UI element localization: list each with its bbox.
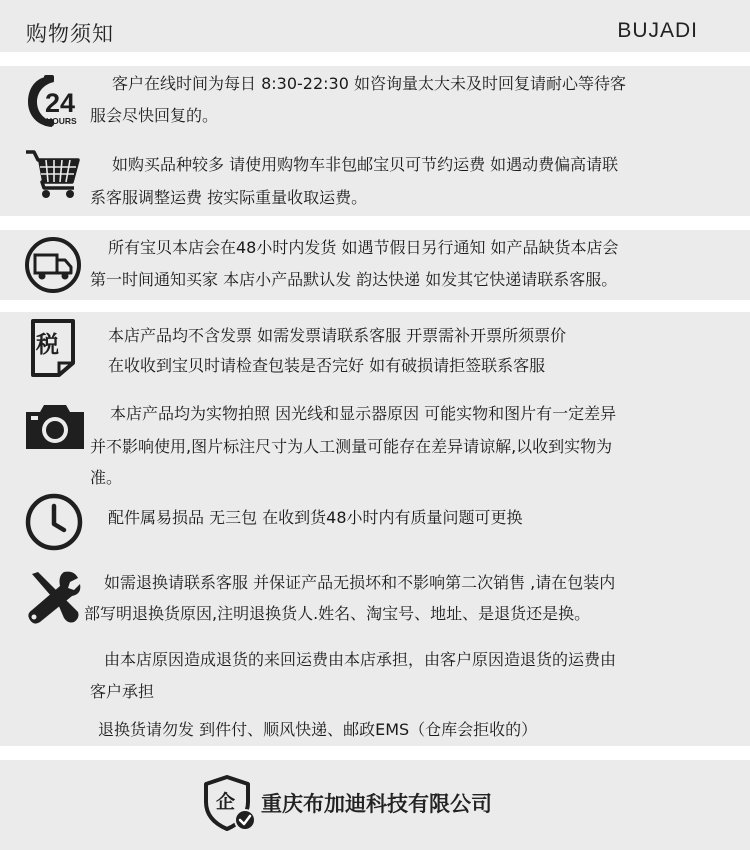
- tax-document-icon: [30, 318, 76, 378]
- tools-icon: [24, 568, 82, 626]
- svg-text:24: 24: [45, 88, 76, 118]
- brand-name: BUJADI: [617, 19, 698, 42]
- delivery-truck-icon: [24, 236, 82, 294]
- svg-text:HOURS: HOURS: [46, 116, 77, 126]
- 24-hours-phone-icon: [24, 72, 84, 128]
- page-title: 购物须知: [26, 22, 114, 46]
- shipping-line-2: 第一时间通知买家 本店小产品默认发 韵达快递 如发其它快递请联系客服。: [90, 270, 618, 289]
- shopping-cart-icon: [24, 148, 82, 200]
- footer: [0, 768, 750, 850]
- hours-line-1: 客户在线时间为每日 8:30-22:30 如咨询量太大未及时回复请耐心等待客: [112, 74, 626, 93]
- cart-line-1: 如购买品种较多 请使用购物车非包邮宝贝可节约运费 如遇动费偏高请联: [112, 155, 619, 174]
- refuse-line-1: 退换货请勿发 到件付、顺风快递、邮政EMS（仓库会拒收的）: [98, 720, 538, 739]
- cart-line-2: 系客服调整运费 按实际重量收取运费。: [90, 188, 368, 207]
- photo-line-2: 并不影响使用,图片标注尺寸为人工测量可能存在差异请谅解,以收到实物为: [90, 437, 613, 456]
- photo-line-1: 本店产品均为实物拍照 因光线和显示器原因 可能实物和图片有一定差异: [110, 404, 617, 423]
- freight-line-2: 客户承担: [90, 682, 155, 701]
- svg-text:企: 企: [216, 791, 236, 813]
- returns-line-1: 如需退换请联系客服 并保证产品无损坏和不影响第二次销售 ,请在包装内: [104, 573, 616, 592]
- freight-line-1: 由本店原因造成退货的来回运费由本店承担，由客户原因造退货的运费由: [104, 650, 617, 669]
- header-bar: [0, 0, 750, 52]
- clock-icon: [24, 492, 84, 552]
- invoice-line-1: 本店产品均不含发票 如需发票请联系客服 开票需补开票所须票价: [108, 326, 567, 345]
- invoice-line-2: 在收收到宝贝时请检查包装是否完好 如有破损请拒签联系客服: [108, 356, 546, 375]
- parts-line-1: 配件属易损品 无三包 在收到货48小时内有质量问题可更换: [108, 508, 523, 527]
- hours-line-2: 服会尽快回复的。: [90, 106, 219, 125]
- shield-logo-icon: [203, 774, 257, 832]
- photo-line-3: 准。: [90, 468, 123, 487]
- camera-icon: [24, 402, 86, 452]
- svg-text:税: 税: [36, 332, 59, 358]
- company-name: 重庆布加迪科技有限公司: [261, 792, 492, 816]
- shipping-line-1: 所有宝贝本店会在48小时内发货 如遇节假日另行通知 如产品缺货本店会: [108, 238, 619, 257]
- returns-line-2: 部写明退换货原因,注明退换货人.姓名、淘宝号、地址、是退货还是换。: [84, 604, 591, 623]
